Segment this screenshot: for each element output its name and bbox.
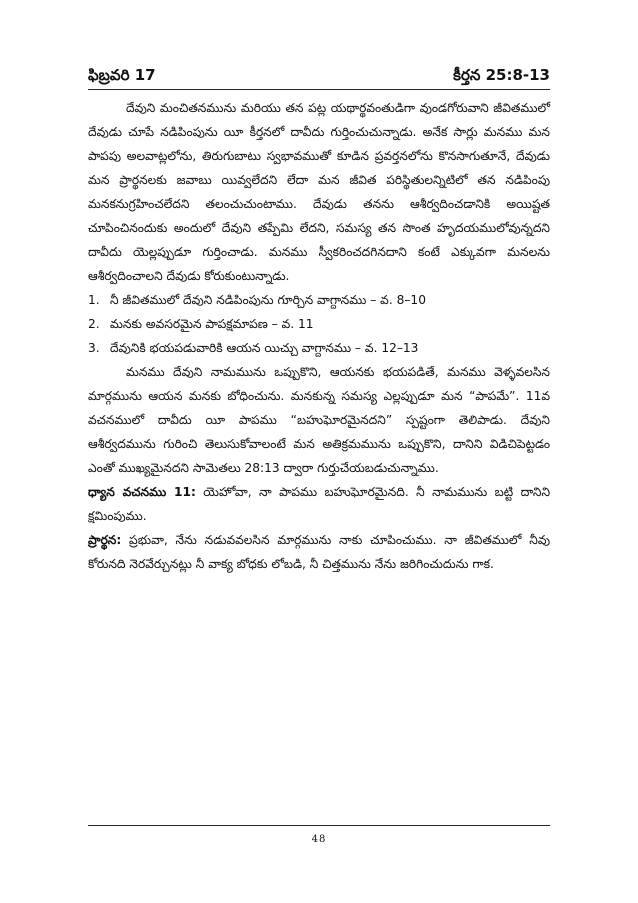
outline-item xyxy=(88,288,550,312)
outline-item xyxy=(88,336,550,360)
outline-item xyxy=(88,312,550,336)
intro-paragraph: దేవుని మంచితనమును మరియు తన పట్ల యథార్థవంతుడిగా వుండగోరువాని జీవితములో దేవుడు చూపే నడిపింపును యీ కీర్తనలో దావీదు గుర్తించుచున్నాడు. అనేక సార్లు మనము మన పాపపు అలవాట్లలోను, తిరుగుబాటు స్వభావముతో కూడిన ప్రవర్తనలోను కొనసాగుతూనే, దేవుడు మన ప్రార్థనలకు జవాబు యివ్వలేదని లేదా మన జీవిత పరిస్థితులన్నిటిలో తన నడిపింపు మనకనుగ్రహించలేదని తలంచుచుంటాము. దేవుడు తనను ఆశీర్వదించడానికి అయిష్టత చూపించినందుకు అందులో దేవుని తప్పేమి లేదని, సమస్య తన సొంత హృదయములోవున్నదని దావీదు యెల్లప్పుడూ గుర్తించాడు. మనము స్వీకరించదగినదాని కంటే ఎక్కువగా మనలను ఆశీర్వదించాలని దేవుడు కోరుకుంటున్నాడు. xyxy=(88,101,550,283)
devotional-body xyxy=(88,96,550,576)
outline-text: దేవునికి భయపడువారికి ఆయన యిచ్చు వాగ్దానము – వ. 12–13 xyxy=(110,341,419,355)
memory-verse-label: ధ్యాన వచనము 11: xyxy=(88,485,196,499)
outline-number: 2. xyxy=(88,317,100,331)
body-paragraph: మనము దేవుని నామమును ఒప్పుకొని, ఆయనకు భయపడితే, మనము వెళ్ళవలసిన మార్గమును ఆయన మనకు బోధించును. మనకున్న సమస్య ఎల్లప్పుడూ మన “పాపమే”. 11వ వచనములో దావీదు యీ పాపము “బహుఘోరమైనదని” స్పష్టంగా తెలిపాడు. దేవుని ఆశీర్వదమును గురించి తెలుసుకోవాలంటే మన అతిక్రమమును ఒప్పుకొని, దానిని విడిచిపెట్టడం ఎంతో ముఖ్యమైనదని సామెతలు 28:13 ద్వారా గుర్తుచేయబడుచున్నాము. xyxy=(88,365,550,475)
page-number: 48 xyxy=(311,834,327,845)
memory-verse-text: యెహోవా, నా పాపము బహుఘోరమైనది. నీ నామమును బట్టి దానిని క్షమింపుము. xyxy=(88,485,550,523)
header-date: ఫిబ్రవరి 17 xyxy=(88,66,156,84)
outline-number: 1. xyxy=(88,293,100,307)
header-scripture-reference: కీర్తన 25:8-13 xyxy=(453,66,550,84)
header-divider xyxy=(88,89,550,90)
outline-text: నీ జీవితములో దేవుని నడిపింపును గూర్చిన వాగ్దానము – వ. 8–10 xyxy=(110,293,426,307)
page-header xyxy=(88,58,550,88)
prayer-label: ప్రార్థన: xyxy=(88,533,122,547)
prayer-text: ప్రభువా, నేను నడువవలసిన మార్గమును నాకు చూపించుము. నా జీవితములో నీవు కోరునది నెరవేర్చునట్లు నీ వాక్య బోధకు లోబడి, నీ చిత్తమును నేను జరిగించుదును గాక. xyxy=(88,533,550,571)
memory-verse xyxy=(88,480,550,528)
footer-divider xyxy=(88,825,550,826)
outline-list xyxy=(88,288,550,360)
outline-text: మనకు అవసరమైన పాపక్షమాపణ – వ. 11 xyxy=(110,317,314,331)
outline-number: 3. xyxy=(88,341,100,355)
prayer xyxy=(88,528,550,576)
